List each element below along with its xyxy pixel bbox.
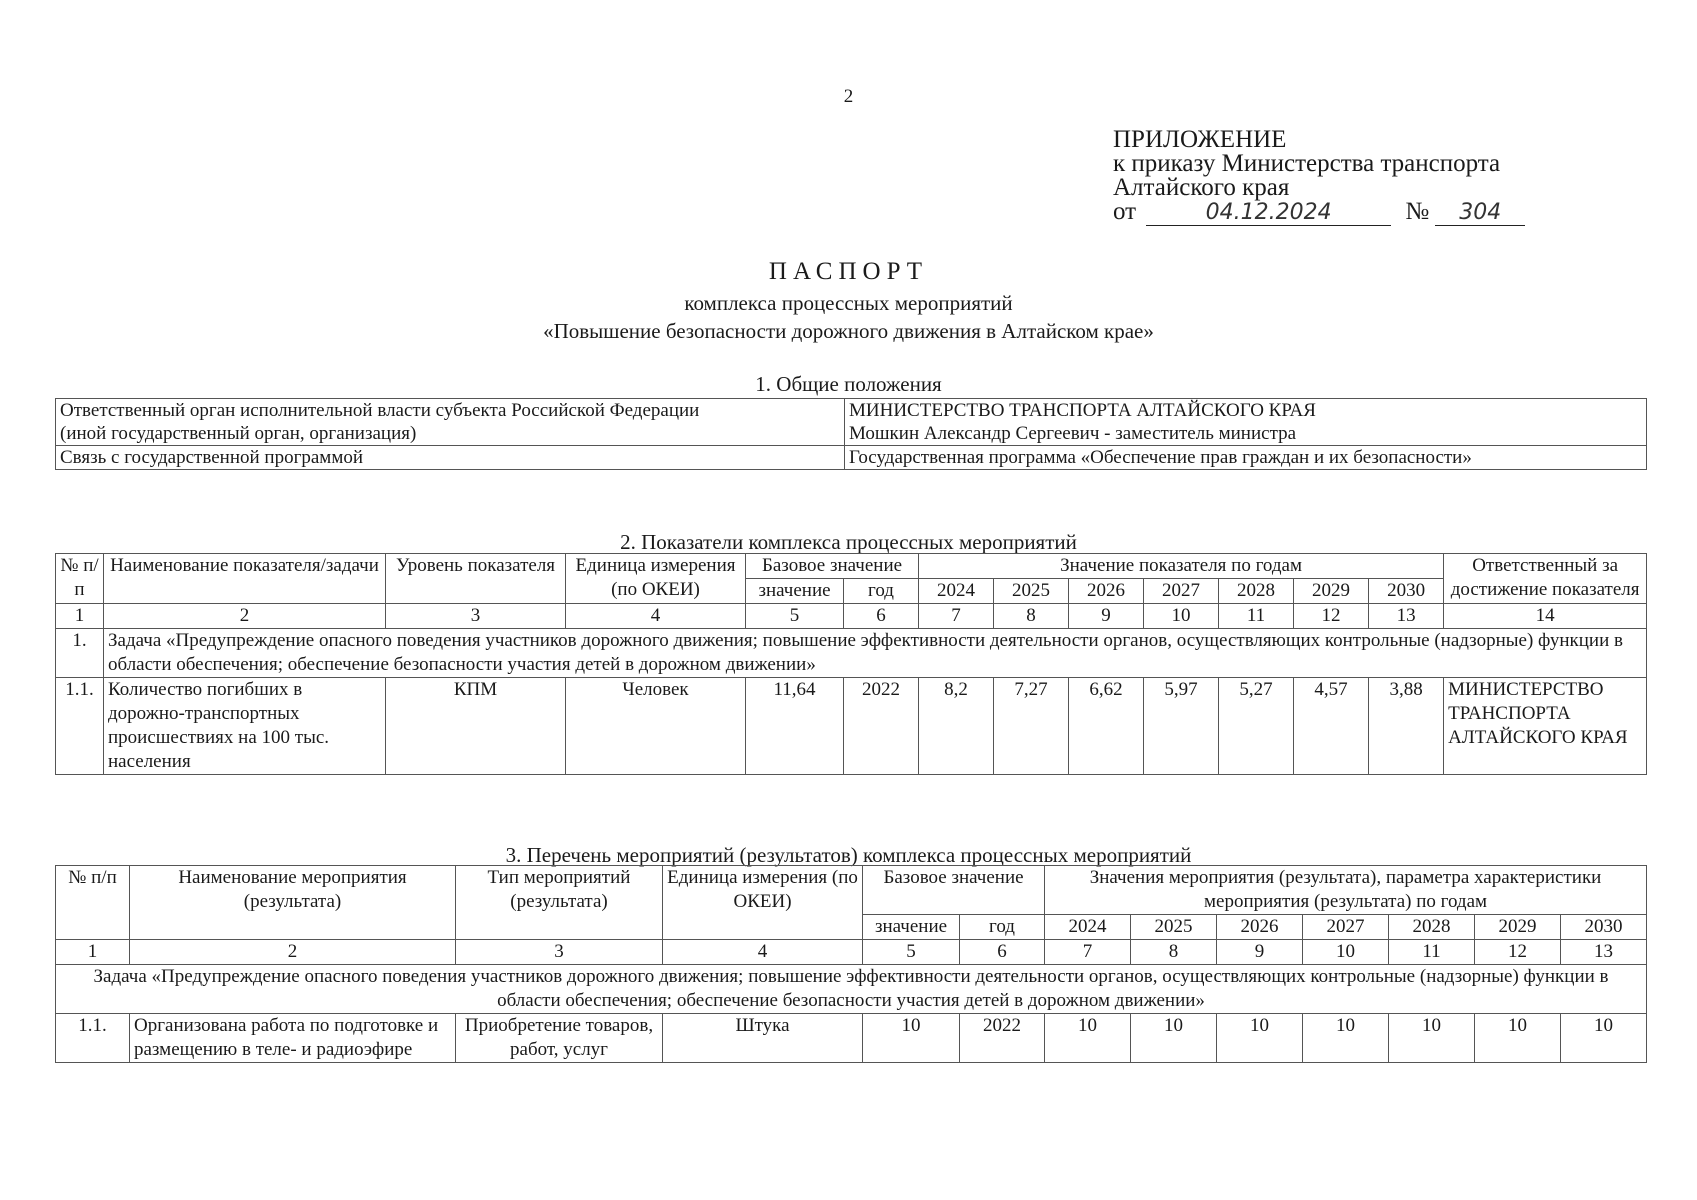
table-row <box>56 399 1647 423</box>
header-year: 2030 <box>1369 579 1444 604</box>
activity-type: Приобретение товаров, работ, услуг <box>456 1014 663 1063</box>
section1-label: Связь с государственной программой <box>56 446 845 470</box>
indicator-level: КПМ <box>386 678 566 775</box>
col-number: 9 <box>1069 604 1144 629</box>
header-year: 2025 <box>1131 915 1217 940</box>
table-row <box>56 446 1647 470</box>
header-year: 2026 <box>1217 915 1303 940</box>
indicator-unit: Человек <box>566 678 746 775</box>
base-year: 2022 <box>844 678 919 775</box>
col-number: 1 <box>56 940 130 965</box>
col-number: 2 <box>130 940 456 965</box>
header-unit: Единица измерения (по ОКЕИ) <box>566 554 746 604</box>
col-number: 7 <box>919 604 994 629</box>
row-num: 1.1. <box>56 678 104 775</box>
base-year: 2022 <box>960 1014 1045 1063</box>
header-base-year: год <box>844 579 919 604</box>
year-value: 8,2 <box>919 678 994 775</box>
col-number: 8 <box>1131 940 1217 965</box>
order-number: 304 <box>1435 201 1525 226</box>
row-num: 1.1. <box>56 1014 130 1063</box>
header-year: 2028 <box>1219 579 1294 604</box>
col-number: 2 <box>104 604 386 629</box>
col-number: 3 <box>456 940 663 965</box>
col-number: 6 <box>960 940 1045 965</box>
section3-table <box>55 865 1647 1063</box>
header-year: 2025 <box>994 579 1069 604</box>
task-text: Задача «Предупреждение опасного поведения участников дорожного движения; повышение эффективности деятельности органов, осуществляющих контрольные (надзорные) функции в области обеспечения; обеспечение безопасности участия детей в дорожном движении» <box>56 965 1647 1014</box>
appendix-line1: к приказу Министерства транспорта <box>1113 150 1501 177</box>
header-year: 2030 <box>1561 915 1647 940</box>
col-number: 9 <box>1217 940 1303 965</box>
col-number: 5 <box>863 940 960 965</box>
header-base-year: год <box>960 915 1045 940</box>
header-type: Тип мероприятий (результата) <box>456 866 663 940</box>
task-text: Задача «Предупреждение опасного поведения участников дорожного движения; повышение эффективности деятельности органов, осуществляющих контрольные (надзорные) функции в области обеспечения; обеспечение безопасности участия детей в дорожном движении» <box>104 629 1647 678</box>
date-prefix: от <box>1113 198 1137 225</box>
base-value: 10 <box>863 1014 960 1063</box>
section1-table <box>55 398 1647 470</box>
indicator-name: Количество погибших в дорожно-транспортных происшествиях на 100 тыс. населения <box>104 678 386 775</box>
number-prefix: № <box>1405 198 1430 225</box>
col-number: 10 <box>1144 604 1219 629</box>
table-header-row <box>56 866 1647 915</box>
col-number: 12 <box>1294 604 1369 629</box>
task-num: 1. <box>56 629 104 678</box>
header-base: Базовое значение <box>746 554 919 579</box>
year-value: 10 <box>1475 1014 1561 1063</box>
header-base: Базовое значение <box>863 866 1045 915</box>
order-date: 04.12.2024 <box>1146 201 1391 226</box>
section1-value: Мошкин Александр Сергеевич - заместитель министра <box>845 422 1647 446</box>
year-value: 6,62 <box>1069 678 1144 775</box>
col-number: 3 <box>386 604 566 629</box>
col-number: 1 <box>56 604 104 629</box>
header-year: 2027 <box>1144 579 1219 604</box>
year-value: 3,88 <box>1369 678 1444 775</box>
section1-label: Ответственный орган исполнительной власти субъекта Российской Федерации <box>56 399 845 423</box>
col-number: 4 <box>566 604 746 629</box>
appendix-line2: Алтайского края <box>1113 174 1290 201</box>
section1-label: (иной государственный орган, организация) <box>56 422 845 446</box>
header-year: 2024 <box>1045 915 1131 940</box>
appendix-date-line <box>1113 200 1525 226</box>
header-base-value: значение <box>863 915 960 940</box>
passport-subtitle-1: комплекса процессных мероприятий <box>684 291 1013 315</box>
col-number: 13 <box>1369 604 1444 629</box>
task-row <box>56 629 1647 678</box>
section1-title: 1. Общие положения <box>755 372 942 396</box>
year-value: 10 <box>1389 1014 1475 1063</box>
year-value: 5,97 <box>1144 678 1219 775</box>
table-row <box>56 678 1647 775</box>
col-number: 10 <box>1303 940 1389 965</box>
page-number: 2 <box>843 86 854 107</box>
header-unit: Единица измерения (по ОКЕИ) <box>663 866 863 940</box>
year-value: 10 <box>1045 1014 1131 1063</box>
section1-value: Государственная программа «Обеспечение прав граждан и их безопасности» <box>845 446 1647 470</box>
year-value: 5,27 <box>1219 678 1294 775</box>
year-value: 4,57 <box>1294 678 1369 775</box>
table-row <box>56 422 1647 446</box>
appendix-block <box>1113 128 1525 226</box>
header-year: 2028 <box>1389 915 1475 940</box>
appendix-title: ПРИЛОЖЕНИЕ <box>1113 126 1287 153</box>
activity-unit: Штука <box>663 1014 863 1063</box>
section2-title: 2. Показатели комплекса процессных мероприятий <box>620 530 1077 554</box>
section3-title: 3. Перечень мероприятий (результатов) комплекса процессных мероприятий <box>505 843 1192 867</box>
header-num: № п/п <box>56 554 104 604</box>
header-year: 2026 <box>1069 579 1144 604</box>
task-row <box>56 965 1647 1014</box>
year-value: 10 <box>1217 1014 1303 1063</box>
col-number: 12 <box>1475 940 1561 965</box>
col-number: 14 <box>1444 604 1647 629</box>
table-row <box>56 1014 1647 1063</box>
col-number: 8 <box>994 604 1069 629</box>
col-number: 11 <box>1219 604 1294 629</box>
column-number-row <box>56 604 1647 629</box>
year-value: 7,27 <box>994 678 1069 775</box>
col-number: 4 <box>663 940 863 965</box>
header-by-years: Значения мероприятия (результата), параметра характеристики мероприятия (результата) по годам <box>1045 866 1647 915</box>
year-value: 10 <box>1561 1014 1647 1063</box>
header-year: 2024 <box>919 579 994 604</box>
header-base-value: значение <box>746 579 844 604</box>
col-number: 11 <box>1389 940 1475 965</box>
year-value: 10 <box>1131 1014 1217 1063</box>
header-responsible: Ответственный за достижение показателя <box>1444 554 1647 604</box>
section1-value: МИНИСТЕРСТВО ТРАНСПОРТА АЛТАЙСКОГО КРАЯ <box>845 399 1647 423</box>
passport-subtitle-2: «Повышение безопасности дорожного движения в Алтайском крае» <box>543 319 1154 343</box>
header-year: 2029 <box>1475 915 1561 940</box>
column-number-row <box>56 940 1647 965</box>
header-year: 2027 <box>1303 915 1389 940</box>
base-value: 11,64 <box>746 678 844 775</box>
header-level: Уровень показателя <box>386 554 566 604</box>
passport-title: ПАСПОРТ <box>768 258 929 285</box>
year-value: 10 <box>1303 1014 1389 1063</box>
header-year: 2029 <box>1294 579 1369 604</box>
activity-name: Организована работа по подготовке и размещению в теле- и радиоэфире <box>130 1014 456 1063</box>
col-number: 13 <box>1561 940 1647 965</box>
header-num: № п/п <box>56 866 130 940</box>
col-number: 5 <box>746 604 844 629</box>
header-by-years: Значение показателя по годам <box>919 554 1444 579</box>
indicator-responsible: МИНИСТЕРСТВО ТРАНСПОРТА АЛТАЙСКОГО КРАЯ <box>1444 678 1647 775</box>
section2-table <box>55 553 1647 775</box>
header-name: Наименование мероприятия (результата) <box>130 866 456 940</box>
header-name: Наименование показателя/задачи <box>104 554 386 604</box>
col-number: 6 <box>844 604 919 629</box>
col-number: 7 <box>1045 940 1131 965</box>
